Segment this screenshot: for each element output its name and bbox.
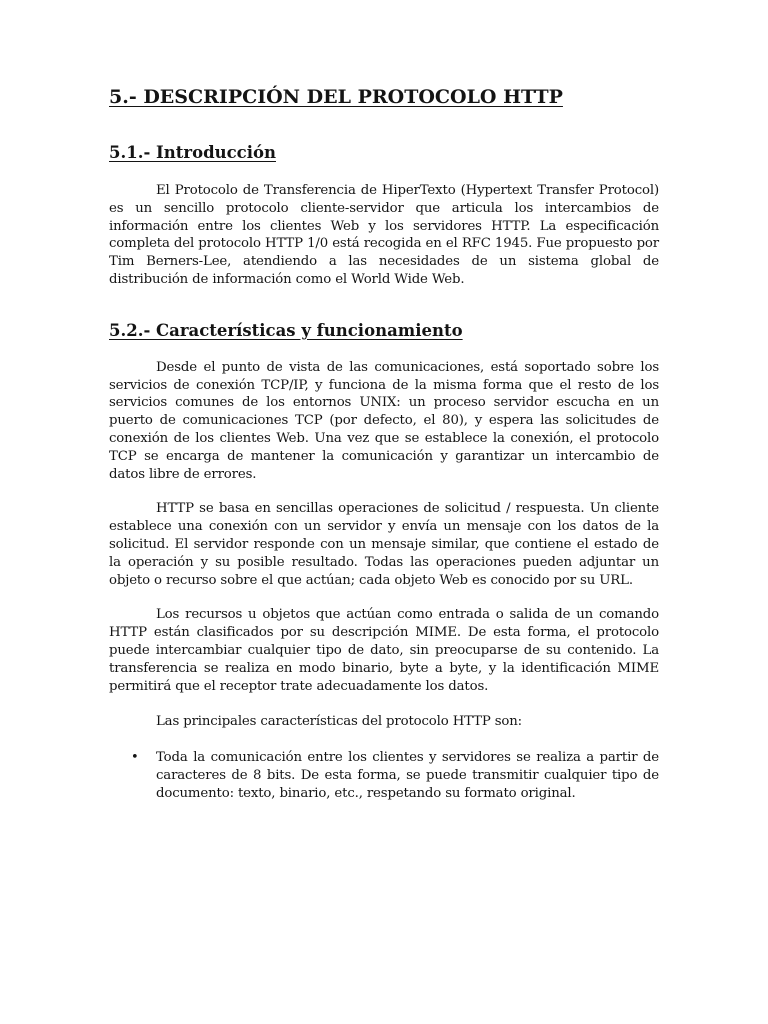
- features-paragraph-2: HTTP se basa en sencillas operaciones de solicitud / respuesta. Un cliente establece una conexión con un servidor y envía un mensaje con los datos de la solicitud. El servidor responde con un mensaje similar, que contiene el estado de la operación y su posible resultado. Todas las operaciones pueden adjuntar un objeto o recurso sobre el que actúan; cada objeto Web es conocido por su URL.: [109, 501, 659, 588]
- list-item-text: Toda la comunicación entre los clientes y servidores se realiza a partir de caracteres de 8 bits. De esta forma, se puede transmitir cualquier tipo de documento: texto, binario, etc., respetando su formato original.: [156, 750, 659, 801]
- intro-paragraph: El Protocolo de Transferencia de HiperTexto (Hypertext Transfer Protocol) es un sencillo protocolo cliente-servidor que articula los intercambios de información entre los clientes Web y los servidores HTTP. La especificación completa del protocolo HTTP 1/0 está recogida en el RFC 1945. Fue propuesto por Tim Berners-Lee, atendiendo a las necesidades de un sistema global de distribución de información como el World Wide Web.: [109, 183, 659, 287]
- features-paragraph-3: Los recursos u objetos que actúan como entrada o salida de un comando HTTP están clasificados por su descripción MIME. De esta forma, el protocolo puede intercambiar cualquier tipo de dato, sin preocuparse de su contenido. La transferencia se realiza en modo binario, byte a byte, y la identificación MIME permitirá que el receptor trate adecuadamente los datos.: [109, 607, 659, 694]
- bullet-icon: •: [131, 750, 139, 766]
- list-item: [109, 749, 659, 802]
- section-5-1-title: 5.1.- Introducción: [109, 143, 276, 162]
- features-paragraph-1: Desde el punto de vista de las comunicaciones, está soportado sobre los servicios de conexión TCP/IP, y funciona de la misma forma que el resto de los servicios comunes de los entornos UNIX: un proceso servidor escucha en un puerto de comunicaciones TCP (por defecto, el 80), y espera las solicitudes de conexión de los clientes Web. Una vez que se establece la conexión, el protocolo TCP se encarga de mantener la comunicación y garantizar un intercambio de datos libre de errores.: [109, 359, 659, 482]
- section-5-2-title: 5.2.- Características y funcionamiento: [109, 320, 463, 340]
- features-intro-line: Las principales características del protocolo HTTP son:: [156, 714, 522, 730]
- document-page: [109, 84, 659, 803]
- features-list: [109, 749, 659, 802]
- section-5-title: 5.- DESCRIPCIÓN DEL PROTOCOLO HTTP: [109, 86, 563, 108]
